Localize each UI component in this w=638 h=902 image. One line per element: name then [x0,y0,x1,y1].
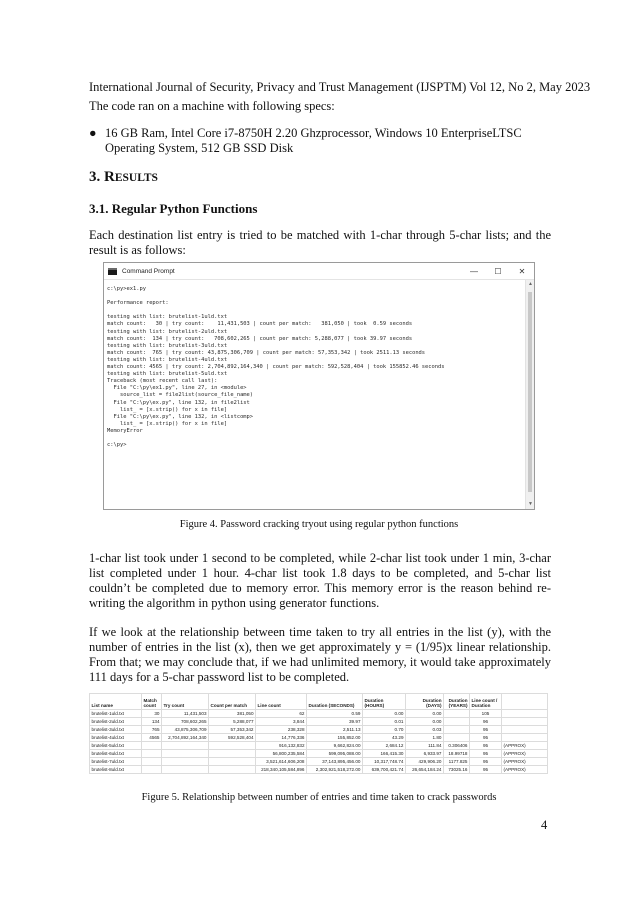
console-output[interactable] [104,280,525,509]
table-cell: 4565 [142,734,162,742]
specs-bullet-item [89,126,559,156]
bullet-icon: ● [89,126,97,140]
console-line: match count: 765 | try count: 43,875,306,709 | count per match: 57,353,342 | took 2511.13 seconds [107,349,426,356]
console-line: File "C:\py\ex.py", line 132, in file2list [107,399,250,406]
table-cell: 2,302,921,518,272.00 [307,766,363,774]
table-cell: 0.306406 [444,742,470,750]
figure-5-caption: Figure 5. Relationship between number of entries and time taken to crack passwords [141,792,497,803]
column-header: Try count [162,694,209,710]
table-cell [162,758,209,766]
table-cell [209,766,256,774]
table-cell [444,726,470,734]
table-cell [142,750,162,758]
table-cell: 238,328 [256,726,307,734]
table-cell: 95 [470,734,502,742]
table-row [90,710,548,718]
table-cell: 73025.16 [444,766,470,774]
vertical-scrollbar[interactable] [525,280,534,509]
table-cell: 0.01 [363,718,406,726]
table-cell: 57,353,342 [209,726,256,734]
table-cell: 9,662,824.00 [307,742,363,750]
scrollbar-thumb[interactable] [528,292,532,492]
table-cell: 381,050 [209,710,256,718]
close-button[interactable]: ✕ [518,266,526,276]
section-title-rest: ESULTS [114,172,158,184]
table-cell: 95 [470,726,502,734]
table-cell: 155,852.00 [307,734,363,742]
table-cell: 95 [470,758,502,766]
table-cell: 0.00 [406,710,444,718]
table-cell: 5,288,077 [209,718,256,726]
table-cell: 2,704,892,164,340 [162,734,209,742]
table-cell [142,758,162,766]
table-cell: brutelist-5uld.txt [90,742,142,750]
page-number: 4 [541,818,548,832]
table-cell [444,734,470,742]
table-cell: 3,844 [256,718,307,726]
table-cell: 1177.825 [444,758,470,766]
column-header: Count per match [209,694,256,710]
specs-intro: The code ran on a machine with following specs: [89,99,335,113]
table-cell: 3,521,614,606,208 [256,758,307,766]
table-cell: brutelist-7uld.txt [90,758,142,766]
table-cell [502,710,548,718]
table-cell: 95 [470,766,502,774]
table-cell: 11,431,503 [162,710,209,718]
table-cell [162,750,209,758]
table-cell: 30 [142,710,162,718]
table-cell: brutelist-8uld.txt [90,766,142,774]
column-header: Duration (SECONDS) [307,694,363,710]
table-row [90,750,548,758]
table-row [90,718,548,726]
console-line: testing with list: brutelist-3uld.txt [107,342,228,349]
column-header: Duration (HOURS) [363,694,406,710]
results-table [89,693,548,774]
table-cell [502,734,548,742]
console-line: c:\py> [107,442,127,449]
table-cell: 105 [470,710,502,718]
column-header: List name [90,694,142,710]
specs-bullet-text: 16 GB Ram, Intel Core i7-8750H 2.20 Ghzprocessor, Windows 10 EnterpriseLTSC Operating System, 512 GB SSD Disk [105,126,522,155]
console-line: list_ = [x.strip() for x in file] [107,420,228,427]
table-cell: 765 [142,726,162,734]
table-cell: brutelist-6uld.txt [90,750,142,758]
table-cell: 2,511.13 [307,726,363,734]
journal-header: International Journal of Security, Privacy and Trust Management (IJSPTM) Vol 12, No 2, May 2023 [89,80,591,94]
table-cell [444,718,470,726]
minimize-button[interactable]: — [470,266,478,276]
console-line [107,307,522,314]
table-cell: brutelist-3uld.txt [90,726,142,734]
table-cell: brutelist-4uld.txt [90,734,142,742]
column-header: Line count [256,694,307,710]
command-prompt-window [103,262,535,510]
table-row [90,758,548,766]
table-cell [142,742,162,750]
section-heading [89,169,158,186]
console-line: File "C:\py\ex1.py", line 27, in <module> [107,385,247,392]
table-cell [162,766,209,774]
table-cell: 134 [142,718,162,726]
table-cell: 43,875,306,709 [162,726,209,734]
table-cell [162,742,209,750]
console-line: testing with list: brutelist-5uld.txt [107,371,228,378]
subsection-heading: 3.1. Regular Python Functions [89,201,258,216]
table-row [90,726,548,734]
table-cell: 1.80 [406,734,444,742]
column-header: Line count / Duration [470,694,502,710]
table-cell: 429,906.20 [406,758,444,766]
table-row [90,742,548,750]
table-cell: 96 [470,718,502,726]
table-cell [209,758,256,766]
figure-4-caption: Figure 4. Password cracking tryout using regular python functions [179,519,459,530]
table-cell: (APPROX) [502,742,548,750]
console-line: File "C:\py\ex.py", line 132, in <listcomp> [107,413,254,420]
table-cell: 639,700,421.74 [363,766,406,774]
table-cell: 2,684.12 [363,742,406,750]
table-cell: 6,933.97 [406,750,444,758]
column-header: Duration (YEARS) [444,694,470,710]
table-cell [502,718,548,726]
console-line: match count: 134 | try count: 708,602,265 | count per match: 5,288,077 | took 39.97 seconds [107,335,413,342]
table-cell: 0.59 [307,710,363,718]
window-titlebar[interactable] [104,263,534,280]
table-cell: (APPROX) [502,758,548,766]
column-header [502,694,548,710]
section-first-letter: R [104,169,115,185]
table-cell: 62 [256,710,307,718]
relationship-paragraph: If we look at the relationship between time taken to try all entries in the list (y), with the number of entries in the list (x), then we get approximately y = (1/95)x linear relationship. From that; we may conclude that, if we had unlimited memory, it would take approximately 111 days for a 5-char password list to be completed. [89,625,551,684]
column-header: Match count [142,694,162,710]
scroll-down-icon[interactable]: ▼ [528,502,533,507]
table-cell: 26,654,184.24 [406,766,444,774]
console-line: list_ = [x.strip() for x in file] [107,406,228,413]
scroll-up-icon[interactable]: ▲ [528,282,533,287]
table-cell: 592,528,404 [209,734,256,742]
table-cell [209,742,256,750]
maximize-button[interactable]: ☐ [494,266,502,276]
table-cell: 56,800,235,584 [256,750,307,758]
console-line: Performance report: [107,300,169,307]
terminal-icon [108,268,117,275]
table-cell: 0.00 [363,710,406,718]
section-number: 3. [89,169,104,185]
table-cell [502,726,548,734]
console-line: match count: 4565 | try count: 2,704,892,164,340 | count per match: 592,528,404 | took 155852.46 seconds [107,364,445,371]
table-row [90,766,548,774]
table-cell: 14,776,336 [256,734,307,742]
table-cell: 0.03 [406,726,444,734]
table-cell: 0.70 [363,726,406,734]
console-line: c:\py>ex1.py [107,286,146,292]
table-cell: 708,602,265 [162,718,209,726]
column-header: Duration (DAYS) [406,694,444,710]
table-cell [209,750,256,758]
table-cell [444,710,470,718]
table-cell: 10,317,748.74 [363,758,406,766]
table-cell: 43.29 [363,734,406,742]
console-line: testing with list: brutelist-4uld.txt [107,356,228,363]
console-line: match count: 30 | try count: 11,431,503 | count per match: 381,050 | took 0.59 seconds [107,321,413,328]
console-line: Traceback (most recent call last): [107,378,218,385]
console-line: testing with list: brutelist-1uld.txt [107,314,228,321]
console-line [107,293,522,300]
table-cell: 18.99718 [444,750,470,758]
table-cell: 0.00 [406,718,444,726]
table-cell: brutelist-2uld.txt [90,718,142,726]
table-cell: (APPROX) [502,766,548,774]
results-paragraph: 1-char list took under 1 second to be completed, while 2-char list took under 1 min, 3-char list completed under 1 hour. 4-char list took 1.8 days to be completed, and 5-char list couldn’t be completed due to memory error. This memory error is the reason behind re-writing the algorithm in python using generator functions. [89,551,551,610]
table-cell: brutelist-1uld.txt [90,710,142,718]
table-cell [142,766,162,774]
window-title: Command Prompt [122,267,175,275]
table-cell: 39.97 [307,718,363,726]
table-cell: (APPROX) [502,750,548,758]
table-cell: 95 [470,750,502,758]
table-cell: 37,143,895,456.00 [307,758,363,766]
table-cell: 916,132,832 [256,742,307,750]
table-row [90,734,548,742]
table-header-row [90,694,548,710]
console-line [107,435,522,442]
console-line: MemoryError [107,427,143,434]
table-cell: 111.84 [406,742,444,750]
table-cell: 599,095,088.00 [307,750,363,758]
table-cell: 166,415.30 [363,750,406,758]
console-line: testing with list: brutelist-2uld.txt [107,328,228,335]
intro-paragraph: Each destination list entry is tried to be matched with 1-char through 5-char lists; and the result is as follows: [89,228,551,257]
table-cell: 95 [470,742,502,750]
table-body [90,710,548,774]
table-cell: 218,340,105,584,896 [256,766,307,774]
console-line: source_list = file2list(source_file_name) [107,392,254,399]
